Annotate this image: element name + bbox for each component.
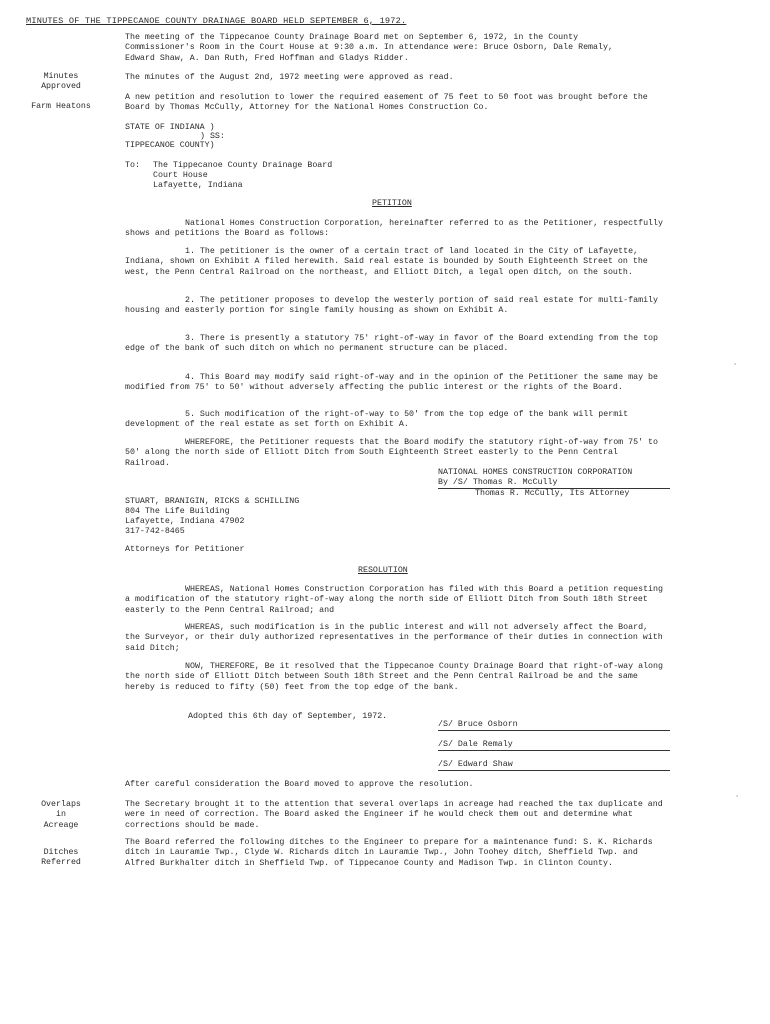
margin-note-farm-heatons: Farm Heatons [31,102,91,111]
minutes-approved-text: The minutes of the August 2nd, 1972 meeting were approved as read. [125,73,454,82]
after-consideration-text: After careful consideration the Board moved to approve the resolution. [125,780,474,789]
resolution-signature-1: /S/ Bruce Osborn [438,720,518,729]
state-line-2: ) SS: [200,132,225,141]
petition-paragraph-2: 2. The petitioner proposes to develop the westerly portion of said real estate for multi-family housing and easterly portion for single family housing as shown on Exhibit A. [125,296,658,316]
margin-note-ditches-referred: Ditches Referred [41,848,81,868]
margin-note-overlaps: Overlaps in Acreage [41,800,81,830]
overlaps-text: The Secretary brought it to the attention that several overlaps in acreage had reached the tax duplicate and were in need of correction. The Board asked the Engineer if he would check them out and determine what corrections should be made. [125,800,663,830]
resolution-heading: RESOLUTION [358,566,408,575]
petitioner-company: NATIONAL HOMES CONSTRUCTION CORPORATION [438,468,633,477]
petition-heading: PETITION [372,199,412,208]
petition-paragraph-1: 1. The petitioner is the owner of a certain tract of land located in the City of Lafayette, Indiana, shown on Exhibit A filed herewith. Said real estate is bounded by South Eighteenth Street on the west, the Penn Central Railroad on the northeast, and Elliott Ditch, a legal open ditch, on the south. [125,247,648,277]
attorney-line-1: STUART, BRANIGIN, RICKS & SCHILLING [125,497,300,506]
scan-mark-1: · [733,361,738,369]
resolution-signature-2: /S/ Dale Remaly [438,740,513,749]
resolution-adopted: Adopted this 6th day of September, 1972. [188,712,388,721]
petitioner-signer: Thomas R. McCully, Its Attorney [475,489,630,498]
to-line-3: Lafayette, Indiana [153,181,243,190]
resolution-whereas-2: WHEREAS, such modification is in the public interest and will not adversely affect the Board, the Surveyor, or their duly authorized representatives in the performance of their duties in connection with said Ditch; [125,623,663,653]
attorney-line-5: Attorneys for Petitioner [125,545,245,554]
state-line-3: TIPPECANOE COUNTY) [125,141,215,150]
petition-paragraph-5: 5. Such modification of the right-of-way to 50' from the top edge of the bank will permit development of the real estate as set forth on Exhibit A. [125,410,629,430]
minutes-title: MINUTES OF THE TIPPECANOE COUNTY DRAINAGE BOARD HELD SEPTEMBER 6, 1972. [26,16,407,26]
attorney-line-4: 317-742-8465 [125,527,185,536]
to-line-2: Court House [153,171,208,180]
ditches-referred-text: The Board referred the following ditches to the Engineer to prepare for a maintenance fund: S. K. Richards ditch in Lauramie Twp., Clyde W. Richards ditch in Lauramie Twp., John Toohey ditch, Sheffield Twp. and Alfred Burkhalter ditch in Sheffield Twp. of Tippecanoe County and Madison Twp. in Clinton County. [125,838,653,868]
petition-paragraph-3: 3. There is presently a statutory 75' right-of-way in favor of the Board extending from the top edge of the bank of such ditch on which no permanent structure can be placed. [125,334,658,354]
resolution-now-therefore: NOW, THEREFORE, Be it resolved that the Tippecanoe County Drainage Board that right-of-way along the north side of Elliott Ditch between South 18th Street and the Penn Central Railroad be and the same hereby is reduced to fifty (50) feet from the top edge of the bank. [125,662,663,692]
state-line-1: STATE OF INDIANA ) [125,123,215,132]
petition-wherefore: WHEREFORE, the Petitioner requests that the Board modify the statutory right-of-way from 75' to 50' along the north side of Elliott Ditch from South Eighteenth Street easterly to the Penn Central Railroad. [125,438,658,468]
new-petition-text: A new petition and resolution to lower the required easement of 75 feet to 50 foot was brought before the Board by Thomas McCully, Attorney for the National Homes Construction Co. [125,93,648,113]
to-label: To: [125,161,140,170]
petition-paragraph-4: 4. This Board may modify said right-of-way and in the opinion of the Petitioner the same may be modified from 75' to 50' without adversely affecting the public interest or the rights of the Board. [125,373,658,393]
scan-mark-2: · [735,793,740,801]
petitioner-by-line: By /S/ Thomas R. McCully [438,478,558,487]
petition-opening: National Homes Construction Corporation, hereinafter referred to as the Petitioner, respectfully shows and petitions the Board as follows: [125,219,663,239]
resolution-whereas-1: WHEREAS, National Homes Construction Corporation has filed with this Board a petition requesting a modification of the statutory right-of-way along the north side of Elliott Ditch from South 18th Street easterly to the Penn Central Railroad; and [125,585,663,615]
attorney-line-3: Lafayette, Indiana 47902 [125,517,245,526]
resolution-signature-line-3 [438,770,670,771]
to-line-1: The Tippecanoe County Drainage Board [153,161,333,170]
margin-note-minutes-approved: Minutes Approved [41,72,81,92]
resolution-signature-3: /S/ Edward Shaw [438,760,513,769]
resolution-signature-line-1 [438,730,670,731]
intro-paragraph: The meeting of the Tippecanoe County Drainage Board met on September 6, 1972, in the County Commissioner's Room in the Court House at 9:30 a.m. In attendance were: Bruce Osborn, Dale Remaly, Edward Shaw, A. Dan Ruth, Fred Hoffman and Gladys Ridder. [125,33,613,63]
attorney-line-2: 804 The Life Building [125,507,230,516]
resolution-signature-line-2 [438,750,670,751]
